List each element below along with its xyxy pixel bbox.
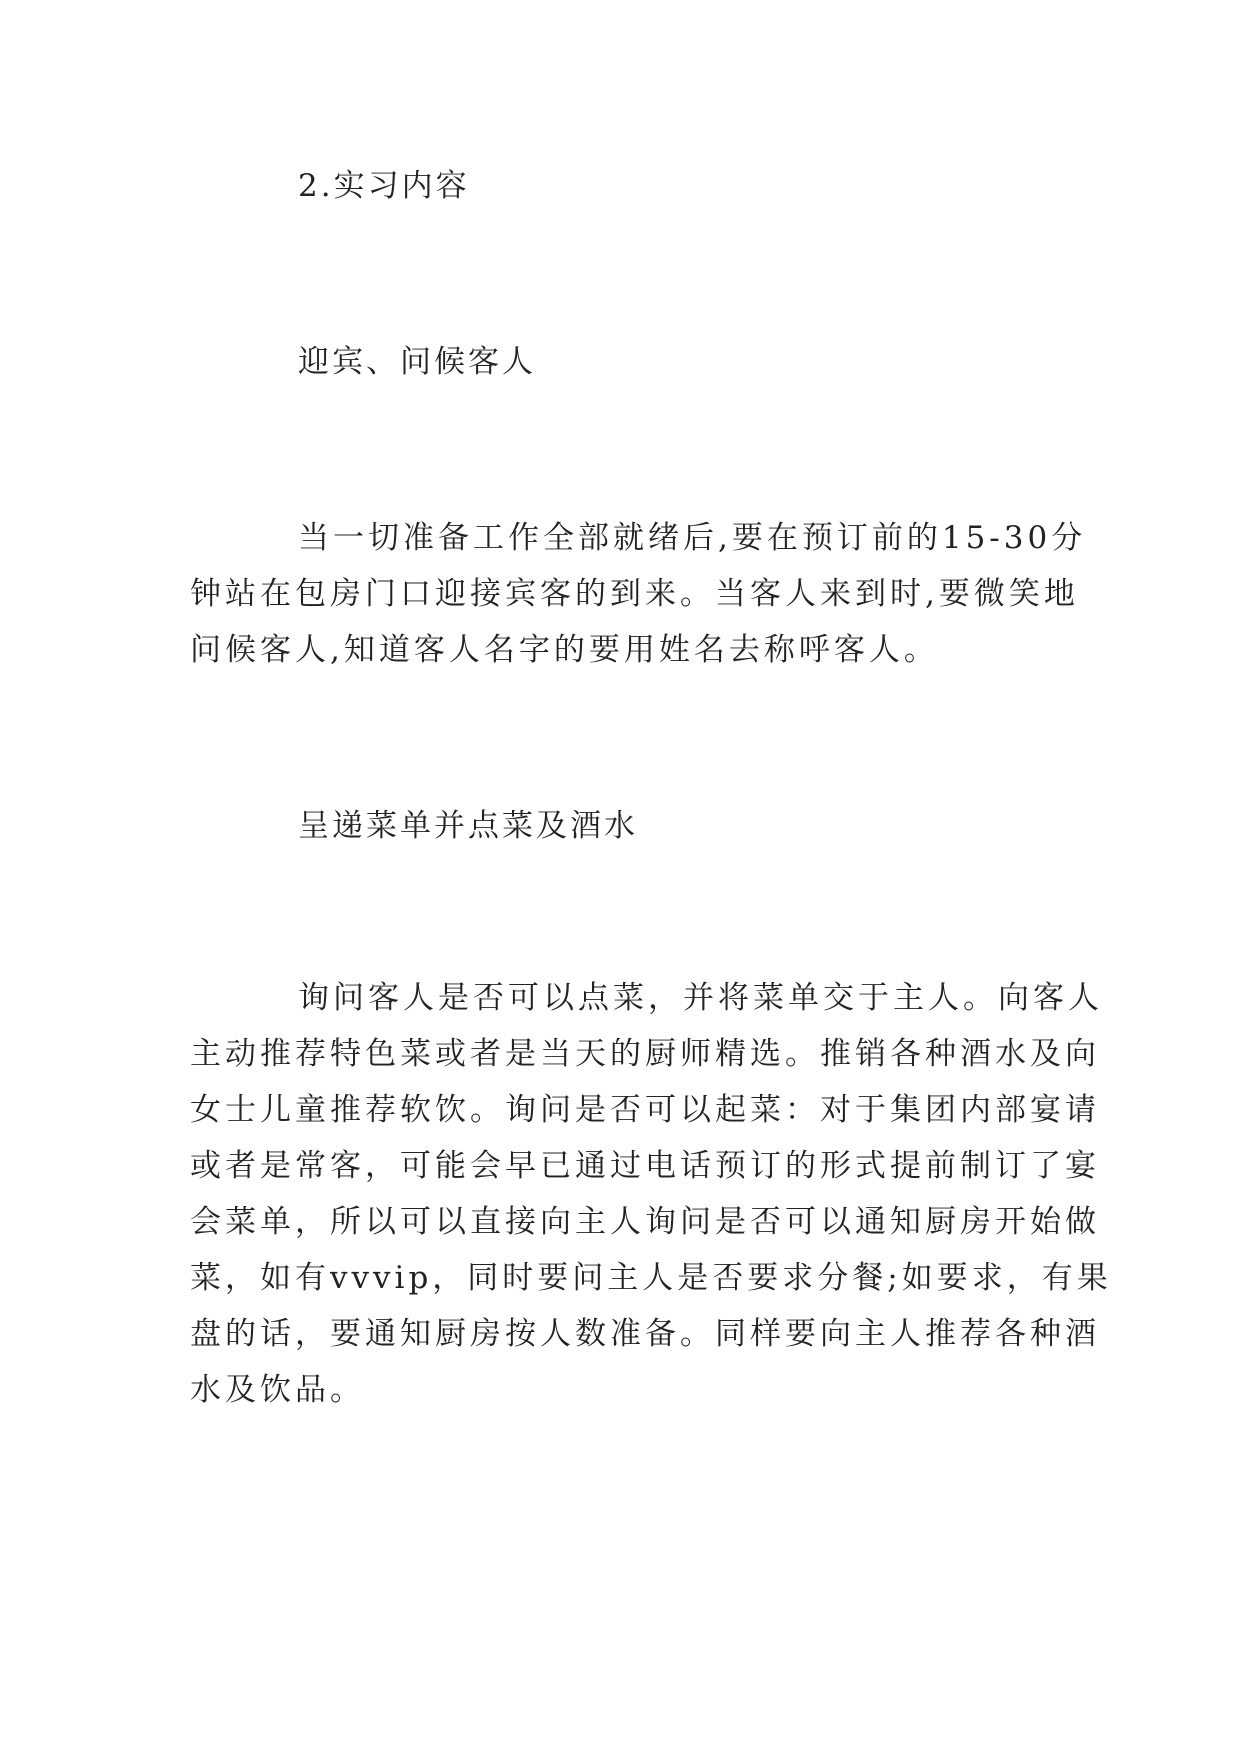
paragraph-line: 询问客人是否可以点菜，并将菜单交于主人。向客人: [298, 980, 1103, 1016]
paragraph-line: 盘的话，要通知厨房按人数准备。同样要向主人推荐各种酒: [190, 1316, 1100, 1352]
paragraph-line: 或者是常客，可能会早已通过电话预订的形式提前制订了宴: [190, 1148, 1100, 1184]
paragraph-line: 当一切准备工作全部就绪后,要在预订前的15-30分: [298, 520, 1087, 556]
heading-greeting: 迎宾、问候客人: [298, 344, 536, 380]
paragraph-line: 会菜单，所以可以直接向主人询问是否可以通知厨房开始做: [190, 1204, 1100, 1240]
paragraph-line: 问候客人,知道客人名字的要用姓名去称呼客人。: [190, 632, 939, 668]
paragraph-greeting: [190, 510, 1087, 678]
paragraph-menu: [190, 970, 1112, 1418]
paragraph-line: 菜，如有vvvip，同时要问主人是否要求分餐;如要求，有果: [190, 1260, 1112, 1296]
heading-menu: 呈递菜单并点菜及酒水: [298, 808, 638, 844]
paragraph-line: 钟站在包房门口迎接宾客的到来。当客人来到时,要微笑地: [190, 576, 1079, 612]
paragraph-line: 主动推荐特色菜或者是当天的厨师精选。推销各种酒水及向: [190, 1036, 1100, 1072]
paragraph-line: 女士儿童推荐软饮。询问是否可以起菜：对于集团内部宴请: [190, 1092, 1100, 1128]
section-title: 2.实习内容: [298, 168, 470, 204]
paragraph-line: 水及饮品。: [190, 1372, 365, 1408]
